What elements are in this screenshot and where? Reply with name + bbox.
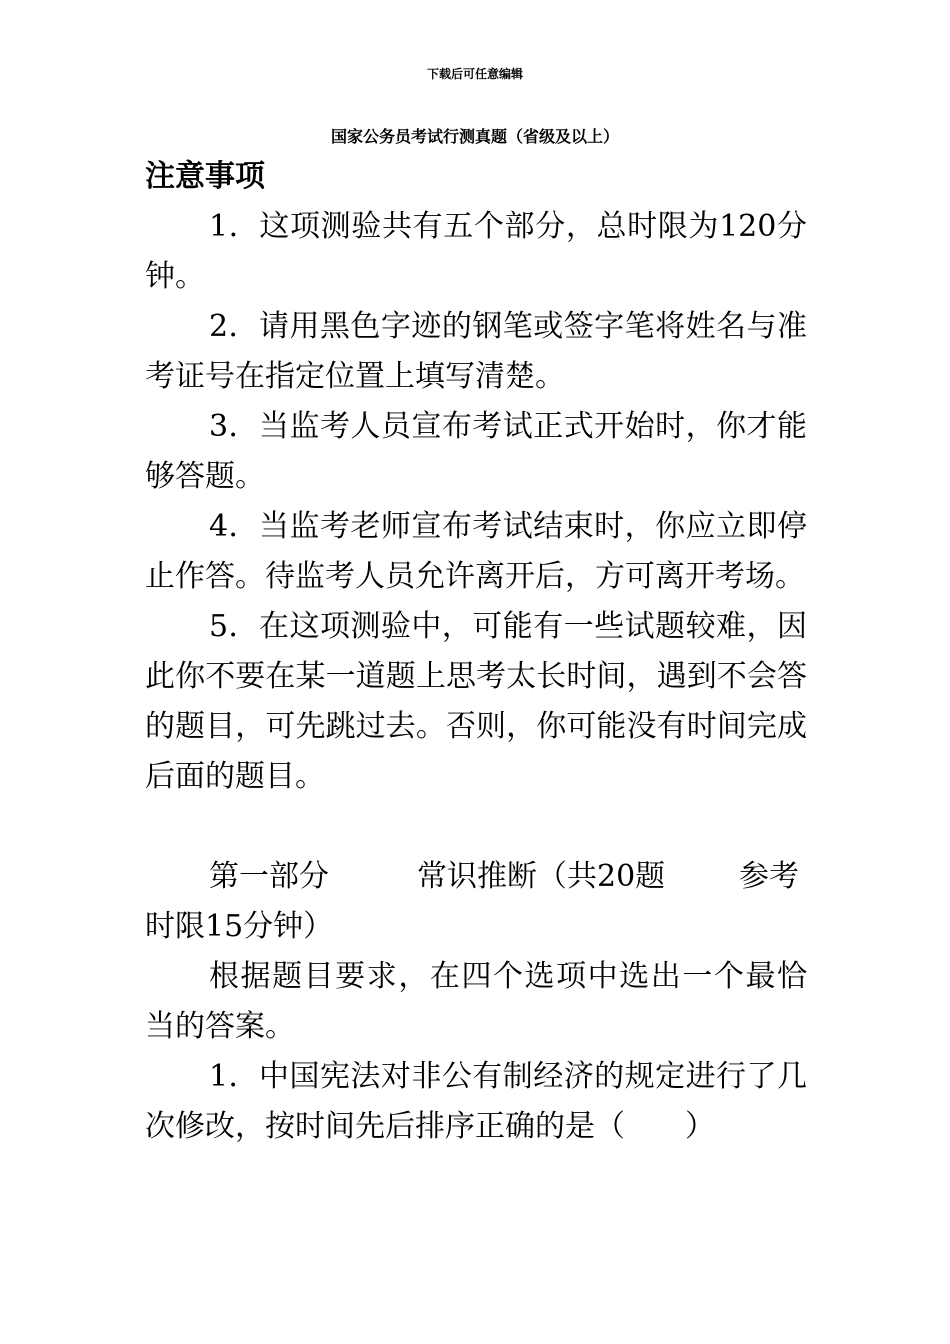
notice-heading: 注意事项 bbox=[145, 159, 265, 194]
section-header bbox=[145, 852, 807, 902]
notice-item-4: 4．当监考老师宣布考试结束时，你应立即停止作答。待监考人员允许离开后，方可离开考场。 bbox=[145, 509, 807, 594]
notice-item-3: 3．当监考人员宣布考试正式开始时，你才能够答题。 bbox=[145, 409, 807, 494]
question-1: 1．中国宪法对非公有制经济的规定进行了几次修改，按时间先后排序正确的是（ ） bbox=[145, 1059, 807, 1144]
document-body bbox=[145, 152, 807, 1152]
notice-item-2: 2．请用黑色字迹的钢笔或签字笔将姓名与准考证号在指定位置上填写清楚。 bbox=[145, 309, 807, 394]
section-instruction: 根据题目要求，在四个选项中选出一个最恰当的答案。 bbox=[145, 959, 807, 1044]
section-spacer bbox=[145, 802, 807, 852]
document-title: 国家公务员考试行测真题（省级及以上） bbox=[330, 127, 619, 146]
section-title: 常识推断（共20题 bbox=[417, 859, 666, 894]
notice-item-1: 1．这项测验共有五个部分，总时限为120分钟。 bbox=[145, 209, 807, 294]
section-ref-label: 参考 bbox=[739, 859, 799, 894]
section-ref-time: 时限15分钟） bbox=[145, 909, 334, 944]
header-note: 下载后可任意编辑 bbox=[426, 67, 523, 81]
notice-item-5: 5．在这项测验中，可能有一些试题较难，因此你不要在某一道题上思考太长时间，遇到不会答的题目，可先跳过去。否则，你可能没有时间完成后面的题目。 bbox=[145, 609, 807, 794]
section-name: 第一部分 bbox=[209, 859, 329, 894]
